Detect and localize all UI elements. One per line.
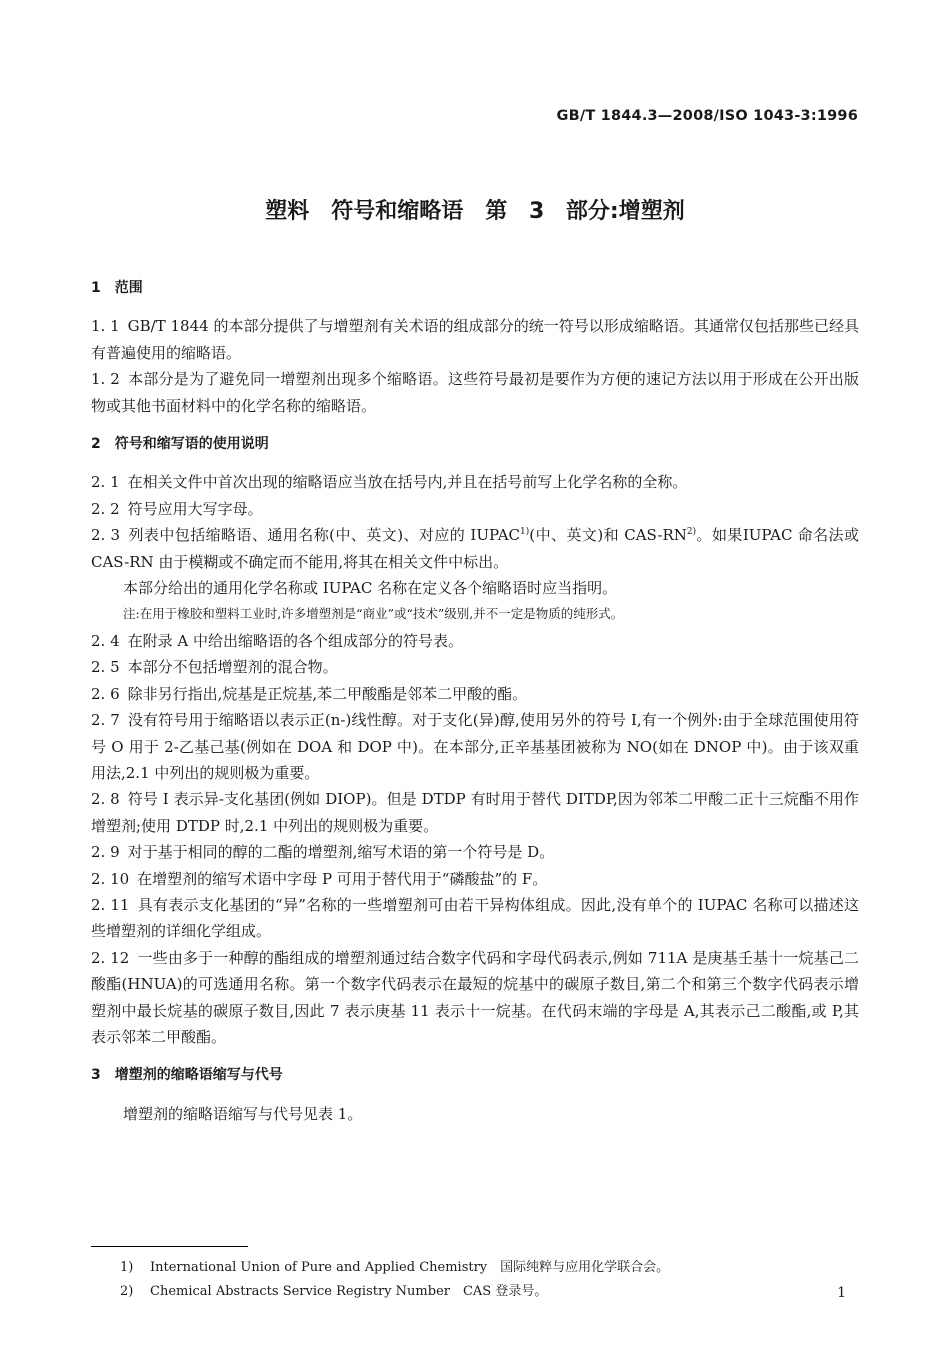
clause-text: 列表中包括缩略语、通用名称(中、英文)、对应的 IUPAC [128,526,521,545]
page-title: 塑料 符号和缩略语 第 3 部分:增塑剂 [265,199,685,224]
clause-2-11 [91,892,859,945]
clause-2-7 [91,707,859,786]
clause-text: 本部分是为了避免同一增塑剂出现多个缩略语。这些符号最初是要作为方便的速记方法以用于形成在公开出版物或其他书面材料中的化学名称的缩略语。 [91,370,859,415]
footnote-number: 1) [120,1260,134,1275]
clause-2-10 [91,866,859,892]
clause-number: 2. 11 [91,895,130,914]
clause-number: 2. 9 [91,843,120,862]
footnote-2 [120,1280,669,1304]
clause-2-2 [91,496,859,522]
footnotes [120,1256,669,1304]
footnote-text: International Union of Pure and Applied Chemistry 国际纯粹与应用化学联合会。 [150,1260,670,1275]
footnote-ref-2: 2) [686,527,697,538]
clause-text: 本部分不包括增塑剂的混合物。 [127,658,338,677]
footnote-text: Chemical Abstracts Service Registry Number CAS 登录号。 [150,1284,548,1299]
footnote-ref-1: 1) [520,527,530,538]
clause-text: (中、英文)和 CAS-RN [529,526,687,545]
clause-2-4 [91,628,859,654]
clause-text: 一些由多于一种醇的酯组成的增塑剂通过结合数字代码和字母代码表示,例如 711A 是庚基壬基十一烷基己二酸酯(HNUA)的可选通用名称。第一个数字代码表示在最短的烷基中的碳原子数目,第二个和第三个数字代码表示增塑剂中最长烷基的碳原子数目,因此 7 表示庚基 11 表示十一烷基。在代码末端的字母是 A,其表示己二酸酯,或 P,其表示邻苯二甲酸酯。 [91,948,859,1046]
page-number: 1 [837,1285,846,1301]
clause-2-3-note: 注:在用于橡胶和塑料工业时,许多增塑剂是“商业”或“技术”级别,并不一定是物质的纯形式。 [123,606,624,622]
clause-text: 除非另行指出,烷基是正烷基,苯二甲酸酯是邻苯二甲酸的酯。 [127,684,528,703]
clause-number: 2. 2 [91,499,120,518]
clause-text: 符号 I 表示异-支化基团(例如 DIOP)。但是 DTDP 有时用于替代 DITDP,因为邻苯二甲酸二正十三烷酯不用作增塑剂;使用 DTDP 时,2.1 中列出的规则极为重要。 [91,790,860,835]
clause-2-1 [91,469,859,495]
clause-number: 2. 4 [91,631,120,650]
section-heading-scope: 1 范围 [91,280,143,296]
clause-text: 符号应用大写字母。 [127,499,263,518]
clause-text: 。如果IUPAC 命名法或 CAS-RN 由于模糊或不确定而不能用,将其在相关文件中标出。 [91,526,859,571]
clause-number: 2. 7 [91,711,120,730]
clause-2-3 [91,522,859,575]
clause-text: 没有符号用于缩略语以表示正(n-)线性醇。对于支化(异)醇,使用另外的符号 I,有一个例外:由于全球范围使用符号 O 用于 2-乙基己基(例如在 DOA 和 DOP 中)。在本部分,正辛基基团被称为 NO(如在 DNOP 中)。由于该双重用法,2.1 中列出的规则极为重要。 [91,711,859,782]
section-heading-usage: 2 符号和缩写语的使用说明 [91,436,269,453]
section-heading-abbreviations: 3 增塑剂的缩略语缩写与代号 [91,1067,283,1084]
clause-2-5 [91,654,859,680]
clause-2-8 [91,786,859,839]
section-3-body: 增塑剂的缩略语缩写与代号见表 1。 [123,1104,363,1123]
clause-text: GB/T 1844 的本部分提供了与增塑剂有关术语的组成部分的统一符号以形成缩略语。其通常仅包括那些已经具有普遍使用的缩略语。 [91,317,859,362]
clause-number: 1. 2 [91,370,120,389]
footnote-number: 2) [120,1284,134,1299]
clause-number: 2. 12 [91,948,130,967]
clause-2-12 [91,945,859,1051]
footnote-1 [120,1256,669,1280]
clause-2-3-extra: 本部分给出的通用化学名称或 IUPAC 名称在定义各个缩略语时应当指明。 [123,579,618,598]
clause-number: 1. 1 [91,317,120,336]
clause-text: 在相关文件中首次出现的缩略语应当放在括号内,并且在括号前写上化学名称的全称。 [127,473,688,492]
clause-number: 2. 5 [91,658,120,677]
clause-number: 2. 8 [91,790,120,809]
clause-number: 2. 6 [91,684,120,703]
footnote-divider [91,1246,248,1247]
clause-text: 在附录 A 中给出缩略语的各个组成部分的符号表。 [127,631,463,650]
clause-text: 具有表示支化基团的“异”名称的一些增塑剂可由若干异构体组成。因此,没有单个的 IUPAC 名称可以描述这些增塑剂的详细化学组成。 [91,895,859,941]
clause-1-2 [91,366,859,419]
standard-code: GB/T 1844.3—2008/ISO 1043-3:1996 [556,108,858,124]
clause-2-9 [91,839,859,865]
clause-text: 对于基于相同的醇的二酯的增塑剂,缩写术语的第一个符号是 D。 [127,843,555,862]
clause-text: 在增塑剂的缩写术语中字母 P 可用于替代用于“磷酸盐”的 F。 [137,869,548,888]
document-body [91,275,859,1127]
clause-1-1 [91,313,859,366]
clause-number: 2. 10 [91,869,130,888]
clause-2-6 [91,681,859,707]
clause-number: 2. 1 [91,473,120,492]
clause-number: 2. 3 [91,526,121,545]
